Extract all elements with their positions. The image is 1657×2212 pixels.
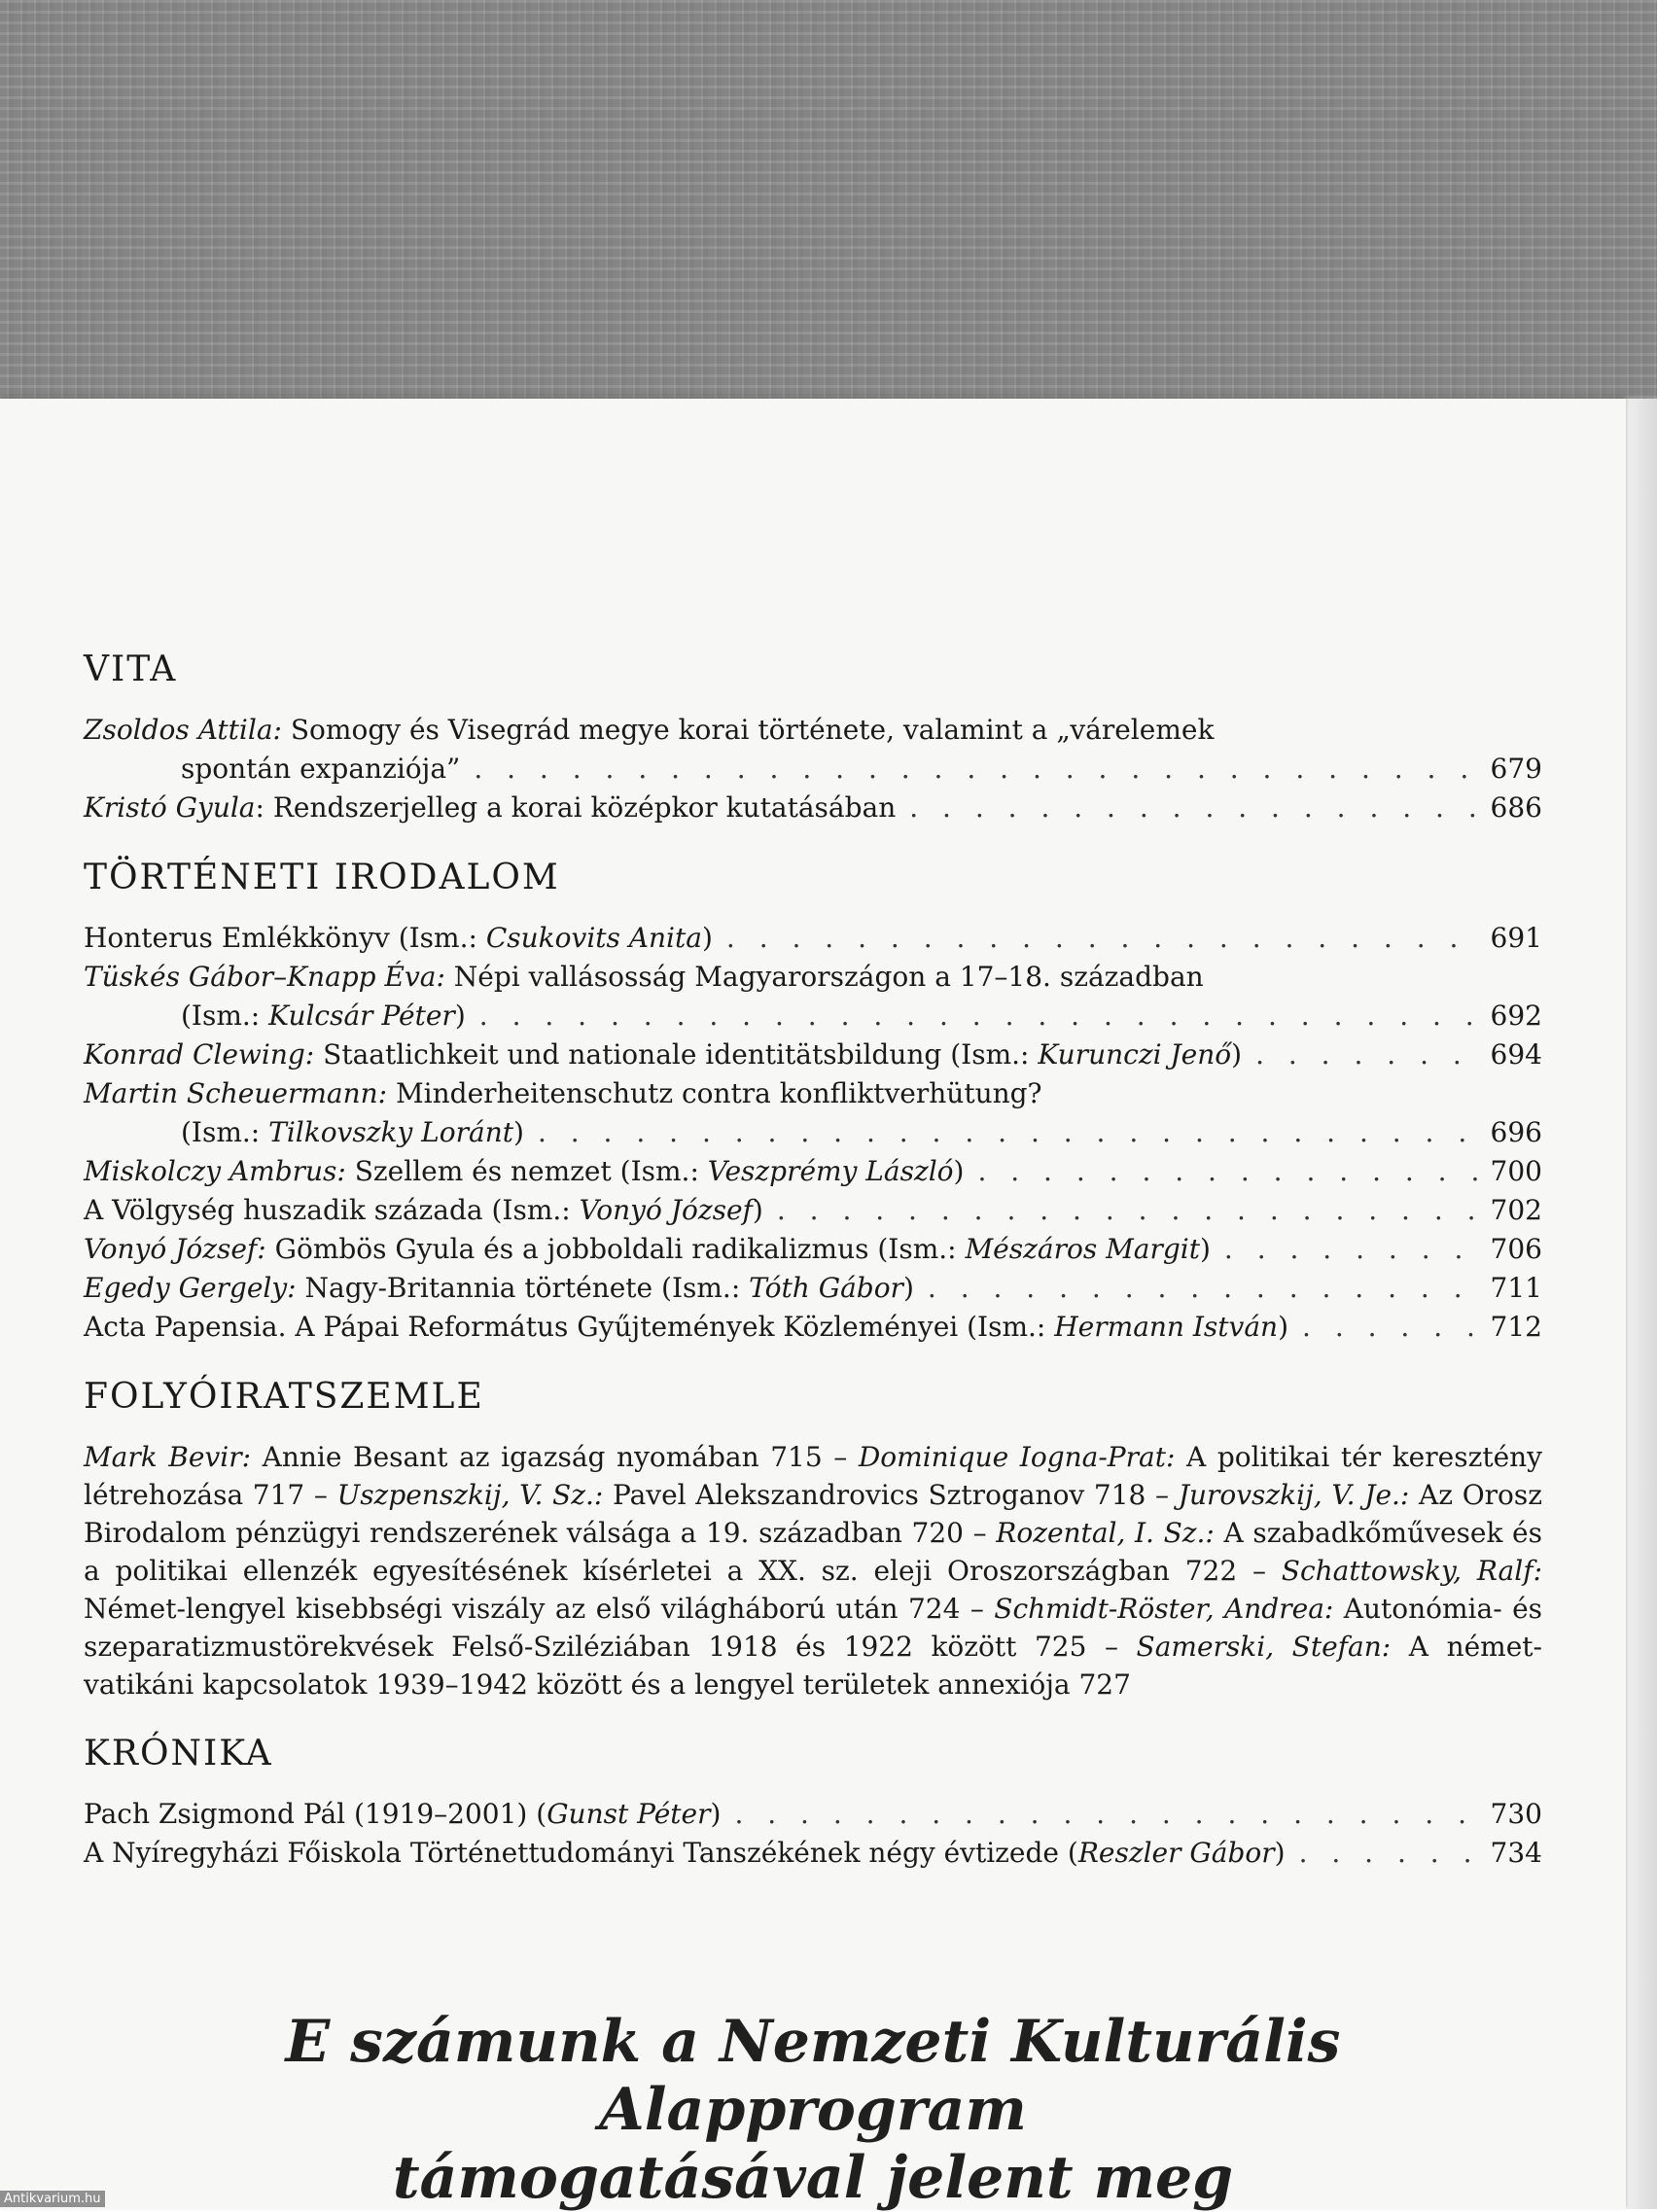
toc-entry [84,1191,1542,1230]
entry-title: Szellem és nemzet (Ism.: [345,1155,708,1187]
entry-title: Somogy és Visegrád megye korai története, valamint a „várelemek [281,714,1215,746]
watermark: Antikvarium.hu [0,2191,105,2207]
entry-title: Nagy-Britannia története (Ism.: [296,1272,750,1304]
review-author: Samerski, Stefan: [1136,1631,1392,1663]
entry-reviewer: Reszler Gábor [1077,1837,1275,1869]
entry-title: Gömbös Gyula és a jobboldali radikalizmus (Ism.: [265,1233,966,1265]
toc-entry [84,1074,1542,1113]
toc-entry [84,958,1542,997]
entry-author: Kristó Gyula [84,791,256,824]
page-number: 702 [1490,1194,1542,1226]
toc-entry [84,1269,1542,1308]
leader-dots [1302,1308,1479,1347]
review-text: Német-lengyel kisebbségi viszály az első világháború után 724 – [84,1593,995,1625]
review-text: A politikai tér keresztény létrehozása 717 – [84,1441,1542,1511]
entry-title: Népi vallásosság Magyarországon a 17–18. században [444,961,1204,993]
page-edge [1624,399,1657,2209]
entry-reviewer: Vonyó József [579,1194,753,1226]
review-author: Rozental, I. Sz.: [996,1517,1215,1549]
page-number: 730 [1490,1798,1542,1830]
entry-paren: ) [902,1272,914,1304]
section-torteneti-irodalom [84,855,1542,1347]
entry-title: Acta Papensia. A Pápai Református Gyűjtemények Közleményei (Ism.: [84,1311,1055,1343]
entry-title: Minderheitenschutz contra konfliktverhütung? [387,1077,1042,1109]
page-number: 692 [1490,1000,1542,1032]
page-number: 686 [1490,791,1542,824]
leader-dots [479,997,1479,1036]
review-author: Jurovszkij, V. Je.: [1178,1479,1410,1511]
toc-entry [84,1795,1542,1834]
entry-reviewer: Kulcsár Péter [268,1000,455,1032]
entry-title: : Rendszerjelleg a korai középkor kutatásában [255,791,897,824]
sponsor-line-1: E számunk a Nemzeti Kulturális Alapprogram [285,2008,1341,2144]
entry-author: Egedy Gergely: [84,1272,297,1304]
section-folyoiratszemle [84,1374,1542,1703]
entry-title: Honterus Emlékkönyv (Ism.: [84,922,486,954]
page-number: 696 [1490,1116,1542,1148]
page-number: 706 [1490,1233,1542,1265]
leader-dots [726,919,1479,958]
sponsor-line-2: támogatásával jelent meg [392,2144,1234,2212]
toc-entry [84,1308,1542,1347]
page-number: 712 [1490,1311,1542,1343]
entry-author: Martin Scheuermann: [84,1077,388,1109]
entry-author: Zsoldos Attila: [84,714,282,746]
entry-paren: ) [752,1194,763,1226]
review-author: Schattowsky, Ralf: [1281,1555,1542,1587]
review-text: Autonómia- és szeparatizmustörekvések Felső-Sziléziában 1918 és 1922 között 725 – [84,1593,1543,1663]
review-author: Mark Bevir: [84,1441,252,1473]
toc-entry-continuation [84,1113,1542,1152]
document-page [0,399,1626,2212]
entry-paren: ) [1231,1038,1243,1071]
entry-ism: (Ism.: [181,1000,269,1032]
review-author: Schmidt-Röster, Andrea: [994,1593,1334,1625]
toc-entry [84,919,1542,958]
entry-paren: ) [454,1000,466,1032]
section-title-kronika: KRÓNIKA [84,1734,273,1773]
entry-reviewer: Gunst Péter [546,1798,711,1830]
entry-reviewer: Kurunczi Jenő [1038,1038,1232,1071]
entry-paren: ) [513,1116,524,1148]
leader-dots [777,1191,1479,1230]
entry-title: A Nyíregyházi Főiskola Történettudományi Tanszékének négy évtizede ( [84,1837,1078,1869]
entry-reviewer: Tilkovszky Loránt [268,1116,513,1148]
background-surface [0,0,1657,418]
section-title-irodalom: TÖRTÉNETI IRODALOM [84,858,560,897]
entry-title: Staatlichkeit und nationale identitätsbildung (Ism.: [314,1038,1039,1071]
leader-dots [734,1795,1478,1834]
review-text: A német-vatikáni kapcsolatok 1939–1942 között és a lengyel területek annexiója 727 [84,1631,1543,1701]
entry-author: Konrad Clewing: [84,1038,315,1071]
leader-dots [1299,1834,1479,1873]
entry-paren: ) [701,922,713,954]
entry-title: Pach Zsigmond Pál (1919–2001) ( [84,1798,547,1830]
leader-dots [928,1269,1479,1308]
page-number: 700 [1490,1155,1542,1187]
leader-dots [909,789,1478,827]
toc-entry [84,1834,1542,1873]
entry-ism: (Ism.: [181,1116,269,1148]
leader-dots [1255,1036,1478,1074]
journal-review-paragraph [84,1438,1542,1703]
section-title-folyoirat: FOLYÓIRATSZEMLE [84,1377,484,1417]
entry-paren: ) [953,1155,965,1187]
section-kronika [84,1731,1542,1873]
review-text: A szabadkőművesek és a politikai ellenzék egyesítésének kísérletei a XX. sz. eleji Oroszországban 722 – [84,1517,1543,1587]
entry-paren: ) [710,1798,722,1830]
page-number: 734 [1490,1837,1542,1869]
leader-dots [474,750,1478,789]
section-title-vita: VITA [84,650,178,689]
toc-entry-continuation [84,997,1542,1036]
table-of-contents [84,647,1542,1900]
sponsor-statement [84,2008,1542,2212]
review-text: Az Orosz Birodalom pénzügyi rendszerének válsága a 19. században 720 – [84,1479,1543,1549]
page-number: 694 [1490,1038,1542,1071]
leader-dots [1224,1230,1479,1269]
entry-reviewer: Mészáros Margit [965,1233,1200,1265]
toc-entry [84,1152,1542,1191]
toc-entry [84,1230,1542,1269]
page-number: 711 [1490,1272,1542,1304]
review-author: Uszpenszkij, V. Sz.: [336,1479,604,1511]
leader-dots [977,1152,1478,1191]
entry-author: Vonyó József: [84,1233,266,1265]
entry-reviewer: Tóth Gábor [749,1272,903,1304]
entry-author: Miskolczy Ambrus: [84,1155,346,1187]
entry-reviewer: Csukovits Anita [485,922,702,954]
review-author: Dominique Iogna-Prat: [858,1441,1176,1473]
toc-entry [84,1036,1542,1074]
entry-title: A Völgység huszadik százada (Ism.: [84,1194,580,1226]
toc-entry [84,711,1542,750]
entry-author: Tüskés Gábor–Knapp Éva: [84,961,445,993]
review-text: Pavel Alekszandrovics Sztroganov 718 – [603,1479,1179,1511]
page-number: 679 [1490,753,1542,785]
section-vita [84,647,1542,827]
page-number: 691 [1490,922,1542,954]
entry-reviewer: Hermann István [1054,1311,1279,1343]
entry-title-cont: spontán expanziója” [181,753,461,785]
toc-entry [84,789,1542,827]
entry-paren: ) [1274,1837,1286,1869]
entry-reviewer: Veszprémy László [707,1155,954,1187]
leader-dots [538,1113,1479,1152]
toc-entry-continuation [84,750,1542,789]
review-text: Annie Besant az igazság nyomában 715 – [251,1441,859,1473]
entry-paren: ) [1199,1233,1211,1265]
entry-paren: ) [1278,1311,1289,1343]
